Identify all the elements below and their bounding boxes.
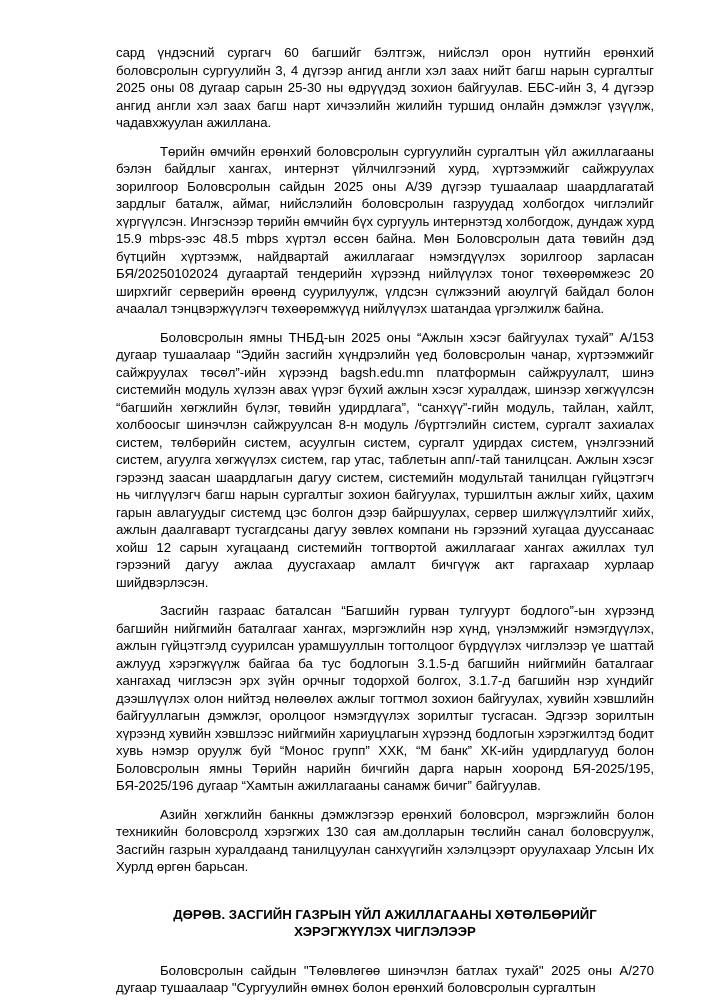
paragraph-plan-update: Боловсролын сайдын "Төлөвлөгөө шинэчлэн батлах тухай" 2025 оны А/270 дугаар тушаалаар "Сургуулийн өмнөх болон ерөнхий боловсролын сургалтын	[116, 962, 654, 995]
paragraph-working-group: Боловсролын ямны ТНБД-ын 2025 оны “Ажлын хэсэг байгуулах тухай” А/153 дугаар тушаалаар “Эдийн засгийн хүндрэлийн үед боловсролын чанар, хүртээмжийг сайжруулах төсөл”-ийн хүрээнд bagsh.edu.mn платформын сайжруулалт, шинэ системийн модуль хүлээн авах үүрэг бүхий ажлын хэсэг хуралдаж, шинээр хөгжүүлсэн “багшийн хөгжлийн бүлэг, төвийн удирдлага”, “санхүү”-гийн модуль, тайлан, хайлт, холбоосыг шинэчлэн сайжруулсан 8-н модуль /бүртгэлийн систем, сургалт захиалах систем, төлбөрийн систем, асуулгын систем, сургалт удирдах систем, үнэлгээний систем, агуулга хөгжүүлэх систем, гар утас, таблетын апп/-тай танилцсан. Ажлын хэсэг гэрээнд заасан шаардлагын дагуу систем, системийн модультай танилцан гүйцэтгэгч нь чиглүүлэгч багш нарын сургалтыг зохион байгуулах, туршилтын ажлыг хийх, цахим гарын авлагуудыг системд цэс болгон дээр байршуулах, сервер шилжүүлэлтийг хийх, ажлын даалгаварт тусгагдсаны дагуу зөвлөх компани нь гэрээний хугацаа дууссанаас хойш 12 сарын хугацаанд системийн тогтвортой ажиллагааг хангах ажиллах тул гэрээний дагуу ажлаа дуусгахаар амлалт бичгүүж акт гаргахаар хурлаар шийдвэрлэсэн.	[116, 329, 654, 590]
section-heading-line-1: ДӨРӨВ. ЗАСГИЙН ГАЗРЫН ҮЙЛ АЖИЛЛАГААНЫ ХӨТӨЛБӨРИЙГ	[173, 906, 597, 922]
section-heading-line-2: ХЭРЭГЖҮҮЛЭХ ЧИГЛЭЛЭЭР	[294, 924, 476, 939]
paragraph-teacher-training: сард үндэсний сургагч 60 багшийг бэлтгэж, нийслэл орон нутгийн ерөнхий боловсролын сургуулийн 3, 4 дүгээр ангид англи хэл заах нийт багш нарын сургалтыг 2025 оны 08 дугаар сарын 25-30 ны өдрүүдэд зохион байгуулав. ЕБС-ийн 3, 4 дүгээр ангид англи хэл заах багш нарт хичээлийн жилийн туршид онлайн дэмжлэг үзүүлж, чадавхжуулан ажиллана.	[116, 45, 654, 130]
section-heading	[116, 906, 654, 941]
document-body	[116, 44, 654, 1008]
paragraph-internet-speed: Төрийн өмчийн ерөнхий боловсролын сургуулийн сургалтын үйл ажиллагааны бэлэн байдлыг хангах, интернэт үйлчилгээний хурд, хүртээмжийг сайжруулах зорилгоор Боловсролын сайдын 2025 оны А/39 дүгээр тушаалаар шаардлагатай зардлыг баталж, аймаг, нийслэлийн боловсролын газруудад холбогдох чиглэлийг хүргүүлсэн. Ингэснээр төрийн өмчийн бүх сургууль интернэтэд холбогдож, дундаж хурд 15.9 mbps-ээс 48.5 mbps хүртэл өссөн байна. Мөн Боловсролын дата төвийн дэд бүтцийн хүртээмж, найдвартай ажиллагааг нэмэгдүүлэх зорилгоор зарласан БЯ/20250102024 дугаартай тендерийн хүрээнд нийлүүлэх тоног төхөөрөмжеэс 20 ширхгийг серверийн өрөөнд суурилуулж, үлдсэн сүлжээний аюулгүй байдал болон ачаалал тэнцвэржүүлэгч төхөөрөмжүүд нийлүүлэх шатандаа үргэлжилж байна.	[116, 143, 654, 316]
paragraph-teacher-policy: Засгийн газраас баталсан “Багшийн гурван тулгуурт бодлого”-ын хүрээнд багшийн нийгмийн баталгааг хангах, мэргэжлийн нэр хүнд, үнэлэмжийг нэмэгдүүлэх, ажлын гүйцэтгэлд суурилсан урамшууллын тогтолцоог бүрдүүлэх чиглэлээр үе шаттай ажлууд хэрэгжүүлж байгаа ба тус бодлогын 3.1.5-д багшийн нийгмийн баталгааг хангахад чиглэсэн эрх зүйн орчныг тодорхой болгох, 3.1.7-д багшийн нэр хүндийг дээшлүүлэх олон нийтэд нөлөөлөх ажлыг тогтмол зохион байгуулах, хувийн хэвшлийн байгууллагын дэмжлэг, оролцоог нэмэгдүүлэх зорилтыг тусгасан. Эдгээр зорилтын хүрээнд хувийн хэвшлээс нийгмийн хариуцлагын хүрээнд бодлогын хэрэгжилтэд бодит хувь нэмэр оруулж буй “Монос групп” ХХК, “М банк” ХК-ийн удирдлагууд болон Боловсролын ямны Төрийн нарийн бичгийн дарга нарын хооронд БЯ-2025/195, БЯ-2025/196 дугаар “Хамтын ажиллагааны санамж бичиг” байгуулав.	[116, 603, 654, 793]
paragraph-adb-project: Азийн хөгжлийн банкны дэмжлэгээр ерөнхий боловсрол, мэргэжлийн болон техникийн боловсролд хэрэгжих 130 сая ам.долларын төслийн санал боловсруулж, Засгийн газрын хуралдаанд танилцуулан санхүүгийн хэлэлцээрт оруулахаар Улсын Их Хурлд өргөн барьсан.	[116, 806, 654, 874]
